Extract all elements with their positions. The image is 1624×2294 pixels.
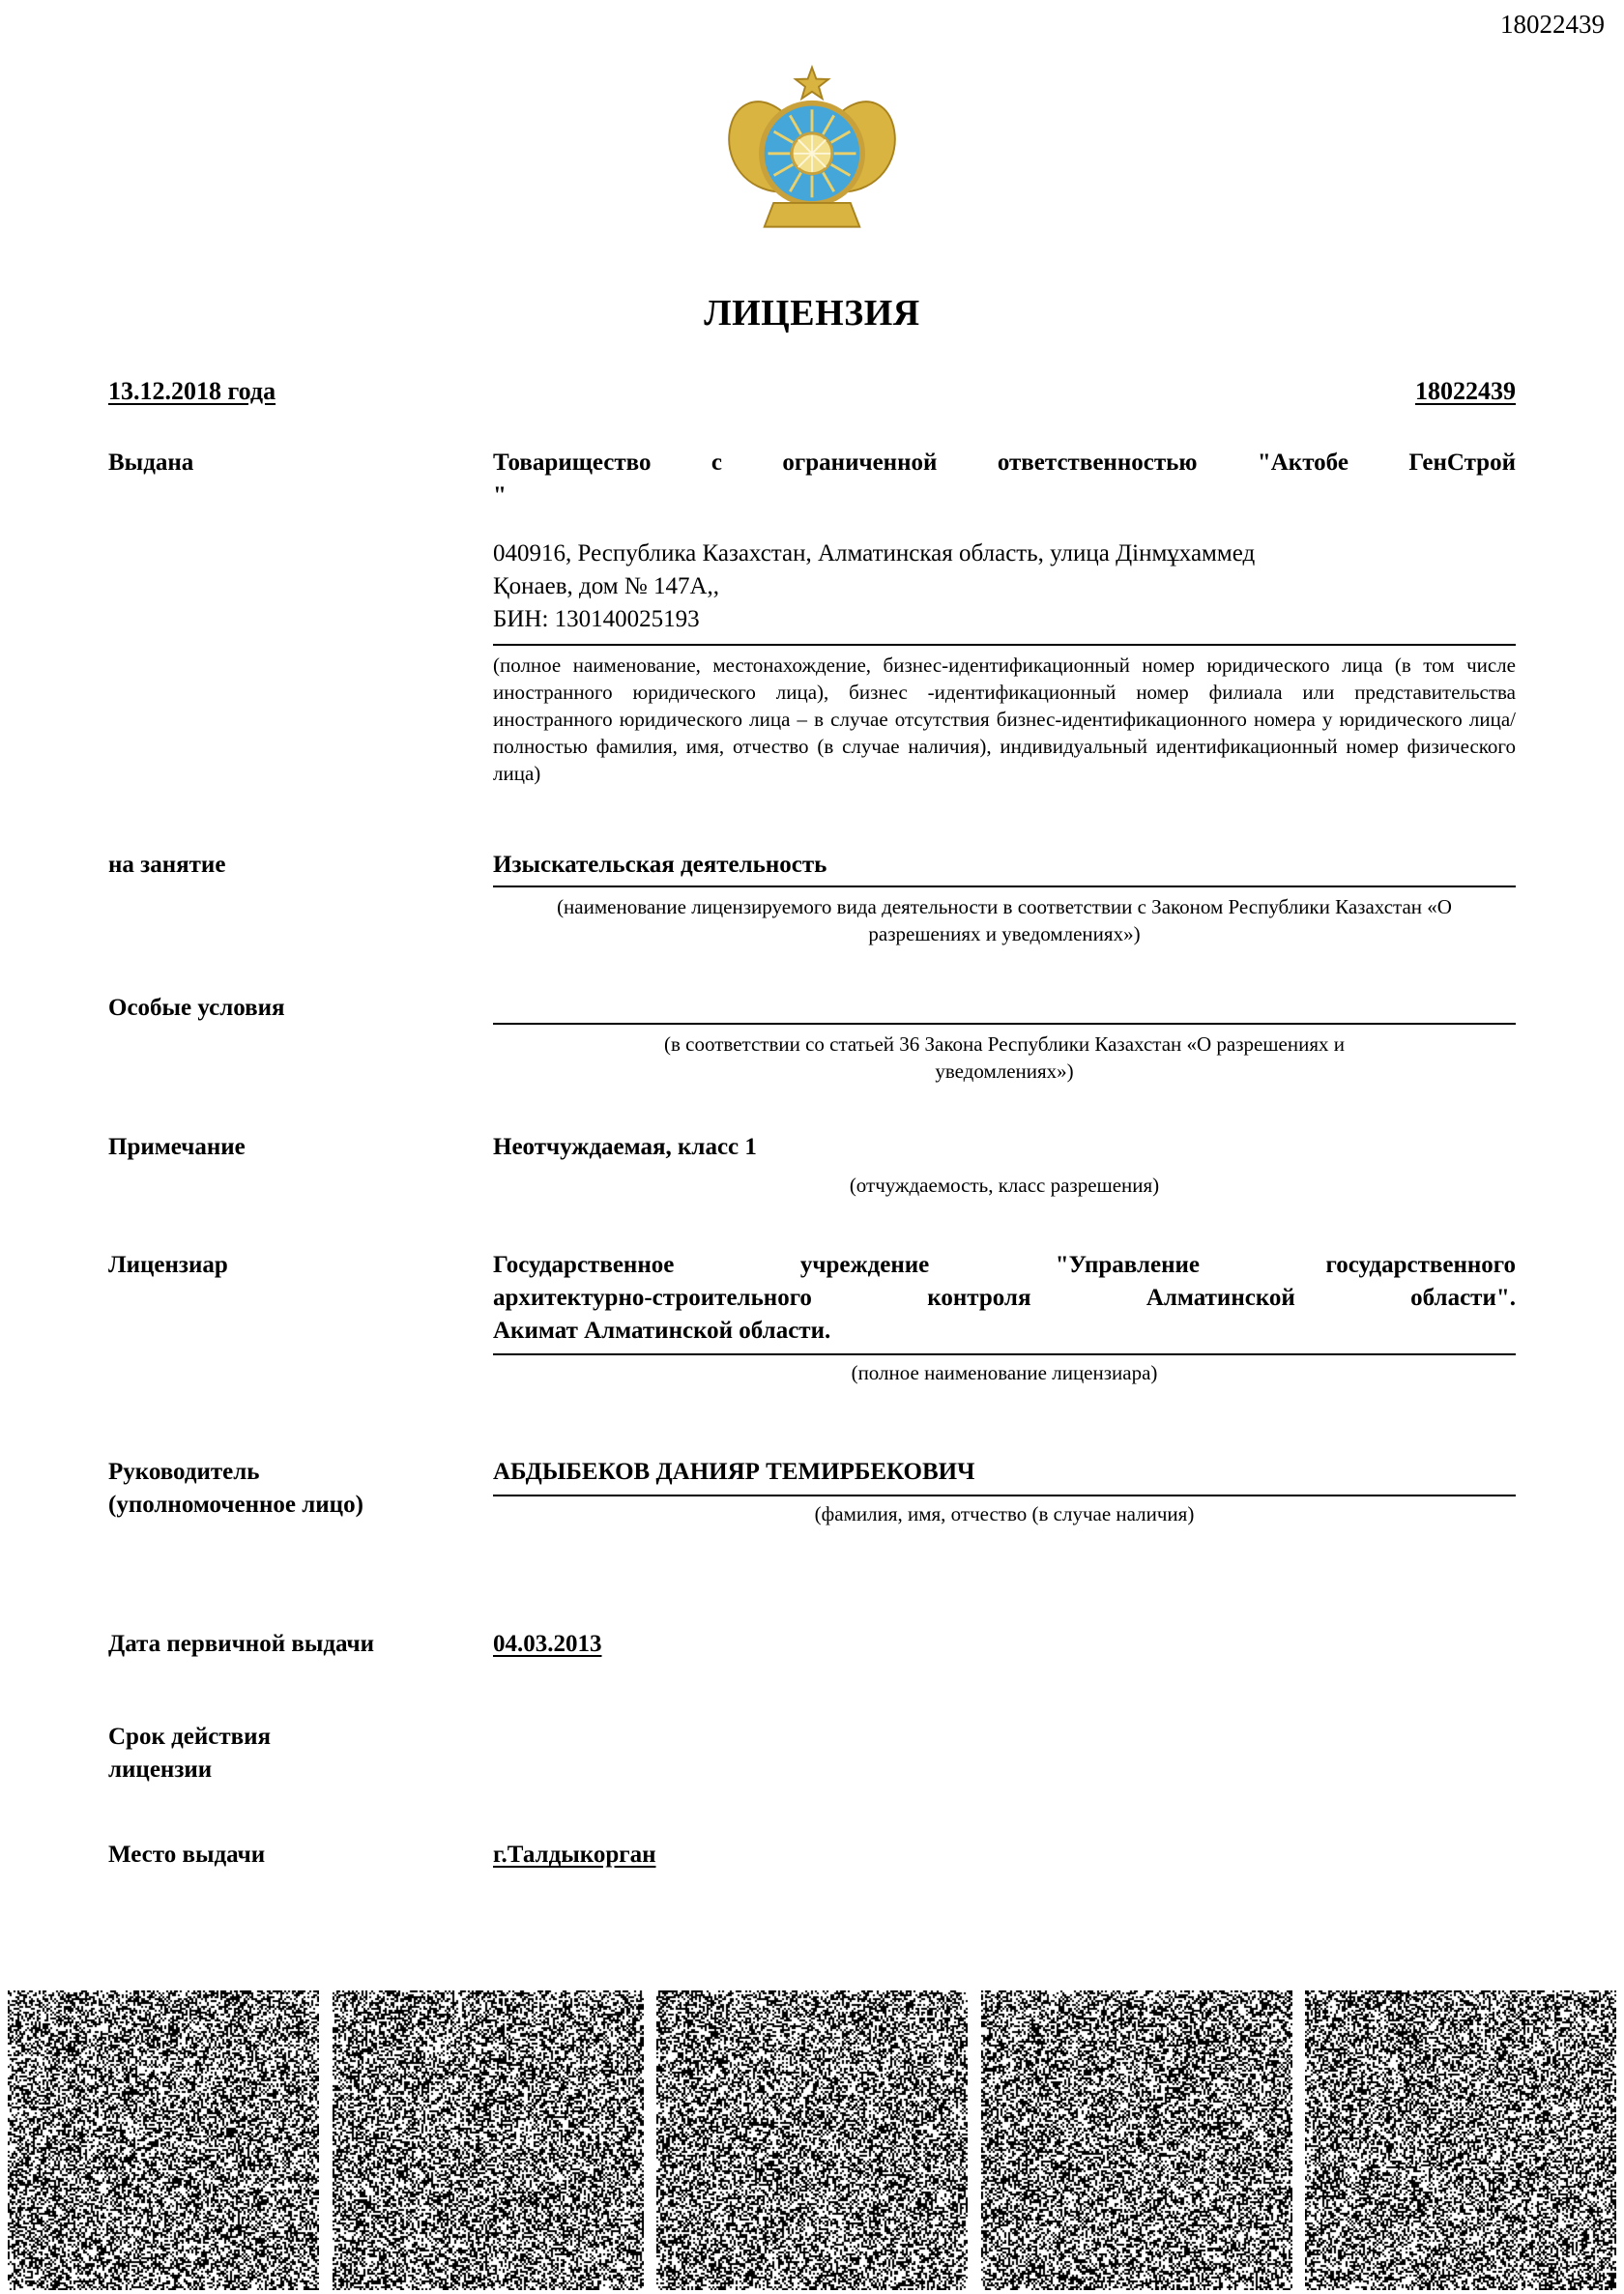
validity-label-line2: лицензии: [108, 1757, 213, 1783]
license-number-top: 18022439: [1500, 10, 1605, 39]
separator-line: [493, 1023, 1516, 1025]
licensor-note: (полное наименование лицензиара): [851, 1361, 1158, 1384]
licensor-value-line2: архитектурно-строительного контроля Алматинской области".: [493, 1285, 1516, 1311]
license-number: 18022439: [1415, 377, 1516, 405]
issued-to-address-line1: 040916, Республика Казахстан, Алматинская область, улица Дінмұхаммед: [493, 540, 1256, 566]
activity-label: на занятие: [108, 852, 226, 878]
licensor-label: Лицензиар: [108, 1252, 228, 1278]
empty-value-area: [493, 992, 1516, 1023]
remark-value: Неотчуждаемая, класс 1: [493, 1134, 757, 1160]
issue-date: 13.12.2018 года: [108, 377, 276, 405]
issue-place-label: Место выдачи: [108, 1842, 266, 1868]
issued-to-note: (полное наименование, местонахождение, бизнес-идентификационный номер юридического лица (в том числе иностранного юридического лица), бизнес -идентификационный номер филиала или представительства иностранного юридического лица – в случае отсутствия бизнес-идентификационного номера у юридического лица/полностью фамилия, имя, отчество (в случае наличия), индивидуальный идентификационный номер физического лица): [493, 653, 1516, 785]
issue-place-value: г.Талдыкорган: [493, 1842, 656, 1868]
field-first-issue-date: [108, 1628, 1516, 1661]
issued-to-label: Выдана: [108, 450, 194, 476]
qr-code: [1305, 1990, 1616, 2290]
special-conditions-label: Особые условия: [108, 995, 285, 1021]
issued-to-bin: БИН: 130140025193: [493, 606, 700, 632]
date-number-row: [108, 377, 1516, 406]
separator-line: [493, 1495, 1516, 1496]
licensor-value-line1: Государственное учреждение "Управление государственного: [493, 1252, 1516, 1278]
licensor-value-line3: Акимат Алматинской области.: [493, 1318, 831, 1344]
field-activity: [108, 849, 1516, 947]
field-special-conditions: [108, 992, 1516, 1085]
validity-label-line1: Срок действия: [108, 1724, 272, 1750]
head-label-line2: (уполномоченное лицо): [108, 1492, 363, 1518]
field-issue-place: [108, 1839, 1516, 1872]
document-title: ЛИЦЕНЗИЯ: [704, 293, 920, 334]
qr-code: [981, 1990, 1292, 2290]
first-issue-label: Дата первичной выдачи: [108, 1631, 375, 1657]
head-note: (фамилия, имя, отчество (в случае наличия): [814, 1502, 1195, 1525]
separator-line: [493, 886, 1516, 887]
separator-line: [493, 1353, 1516, 1355]
field-remark: [108, 1131, 1516, 1199]
kazakhstan-coat-of-arms-icon: [720, 62, 904, 238]
qr-code: [8, 1990, 319, 2290]
issued-to-name-line1: Товарищество с ограниченной ответственностью "Актобе ГенСтрой: [493, 450, 1516, 476]
special-conditions-note: (в соответствии со статьей 36 Закона Республики Казахстан «О разрешениях и уведомлениях»): [664, 1032, 1345, 1083]
qr-code: [333, 1990, 644, 2290]
field-licensor: [108, 1249, 1516, 1386]
barcode-row: [8, 1990, 1616, 2290]
issued-to-address-line2: Қонаев, дом № 147А,,: [493, 573, 720, 599]
activity-value: Изыскательская деятельность: [493, 852, 827, 878]
remark-note: (отчуждаемость, класс разрешения): [849, 1174, 1160, 1197]
first-issue-value: 04.03.2013: [493, 1631, 602, 1657]
qr-code: [656, 1990, 968, 2290]
activity-note: (наименование лицензируемого вида деятельности в соответствии с Законом Республики Казахстан «О разрешениях и уведомлениях»): [557, 895, 1452, 945]
field-validity-period: [108, 1721, 1516, 1786]
field-head: [108, 1456, 1516, 1527]
head-label-line1: Руководитель: [108, 1459, 260, 1485]
field-issued-to: [108, 447, 1516, 787]
issued-to-name-line2: ": [493, 482, 507, 508]
head-value: АБДЫБЕКОВ ДАНИЯР ТЕМИРБЕКОВИЧ: [493, 1459, 975, 1485]
separator-line: [493, 644, 1516, 646]
remark-label: Примечание: [108, 1134, 246, 1160]
